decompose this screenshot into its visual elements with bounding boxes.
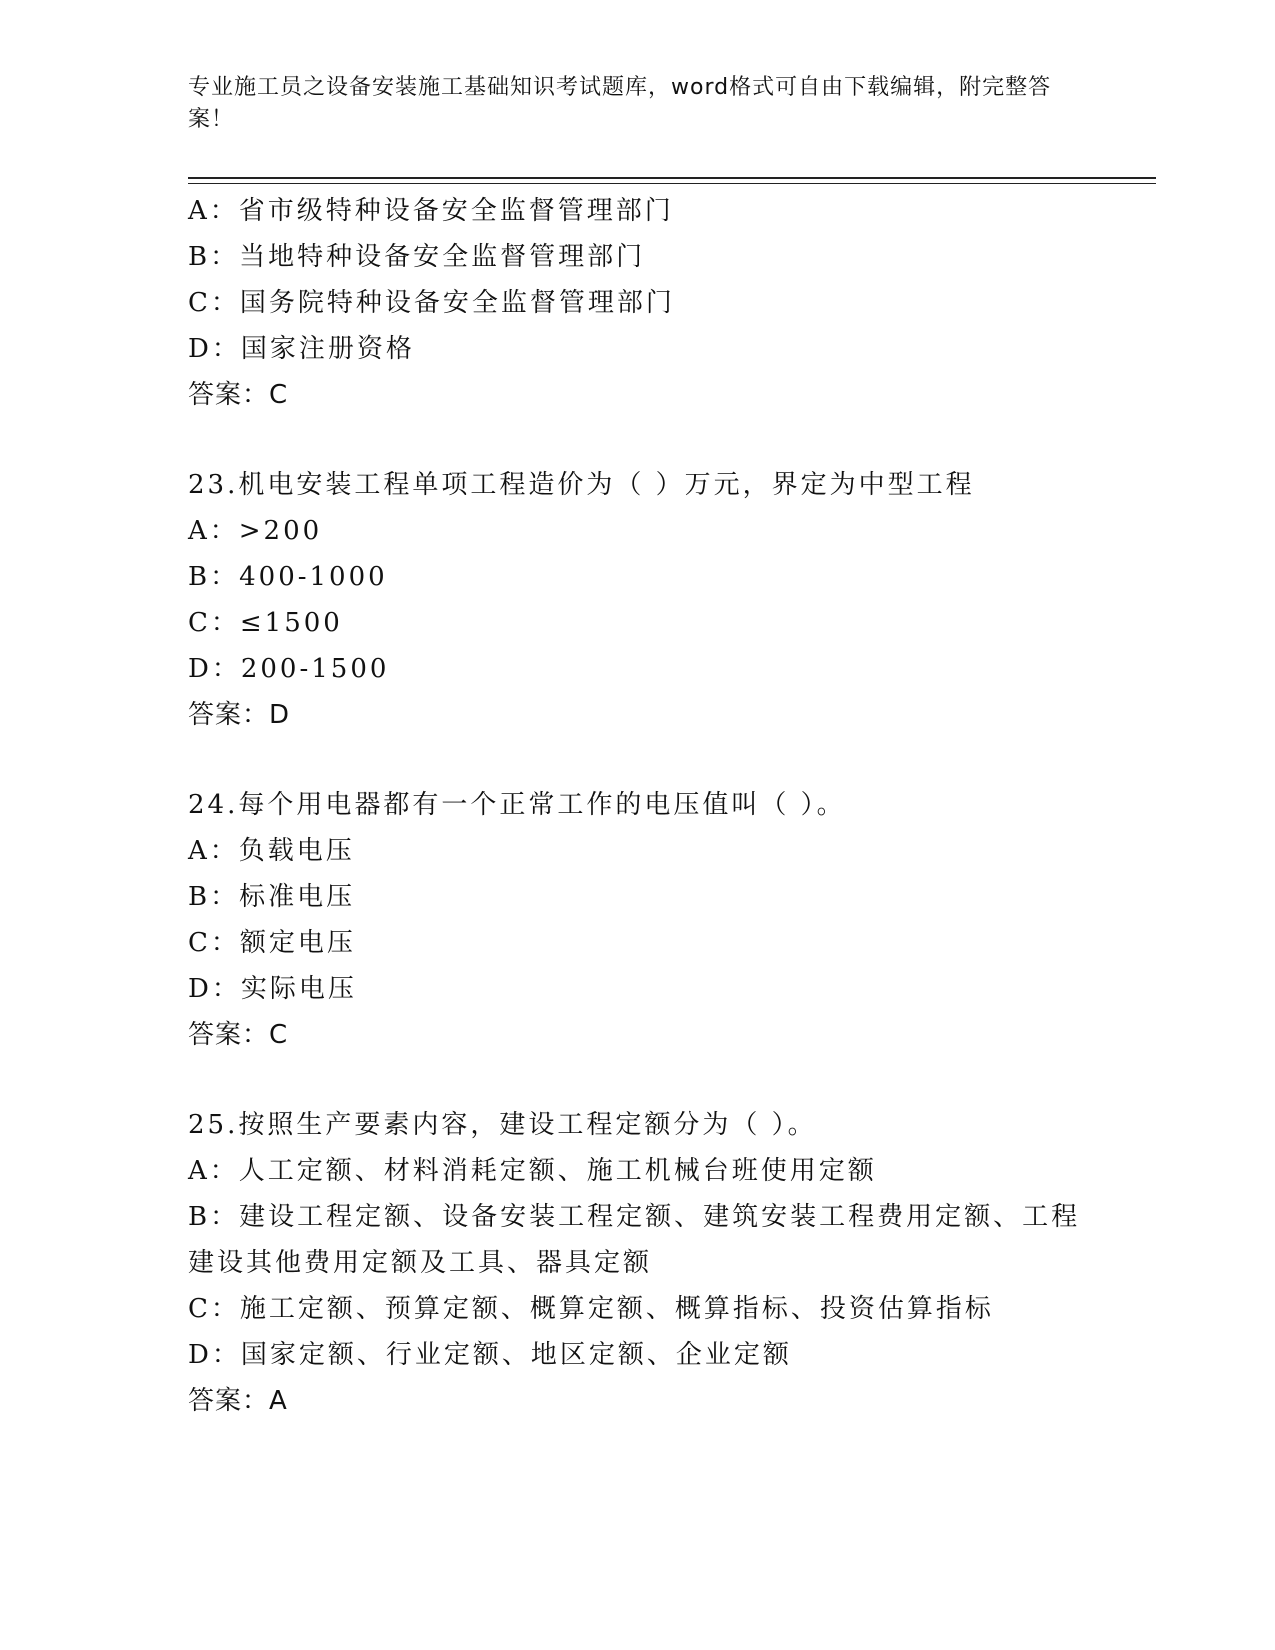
- question-list: [188, 188, 1088, 1424]
- answer-line: 答案：C: [188, 1020, 289, 1050]
- option-c: C：额定电压: [188, 928, 356, 958]
- question-stem: 25.按照生产要素内容，建设工程定额分为（ ）。: [188, 1110, 817, 1140]
- option-a: A：负载电压: [188, 836, 355, 866]
- option-a: A：>200: [188, 516, 323, 546]
- option-c: C：≤1500: [188, 608, 343, 638]
- header-divider: [188, 177, 1156, 179]
- header-divider-thin: [188, 183, 1156, 184]
- question-24-block: [188, 782, 1088, 1058]
- option-d: D：国家注册资格: [188, 334, 415, 364]
- option-c: C：施工定额、预算定额、概算定额、概算指标、投资估算指标: [188, 1294, 994, 1324]
- option-b: B：400-1000: [188, 562, 388, 592]
- option-b: B：标准电压: [188, 882, 356, 912]
- question-stem: 23.机电安装工程单项工程造价为（ ）万元，界定为中型工程: [188, 470, 975, 500]
- option-d: D：200-1500: [188, 654, 390, 684]
- option-d: D：实际电压: [188, 974, 357, 1004]
- question-stem: 24.每个用电器都有一个正常工作的电压值叫（ ）。: [188, 790, 846, 820]
- question-22-block: [188, 188, 1088, 418]
- answer-line: 答案：D: [188, 700, 291, 730]
- option-a: A：人工定额、材料消耗定额、施工机械台班使用定额: [188, 1156, 877, 1186]
- question-23-block: [188, 462, 1088, 738]
- option-d: D：国家定额、行业定额、地区定额、企业定额: [188, 1340, 792, 1370]
- answer-line: 答案：A: [188, 1386, 288, 1416]
- answer-line: 答案：C: [188, 380, 289, 410]
- option-b: B：当地特种设备安全监督管理部门: [188, 242, 646, 272]
- option-a: A：省市级特种设备安全监督管理部门: [188, 196, 674, 226]
- option-b: B：建设工程定额、设备安装工程定额、建筑安装工程费用定额、工程建设其他费用定额及工具、器具定额: [188, 1202, 1081, 1278]
- question-25-block: [188, 1102, 1088, 1424]
- document-header: 专业施工员之设备安装施工基础知识考试题库，word格式可自由下载编辑，附完整答案！: [188, 75, 1052, 132]
- option-c: C：国务院特种设备安全监督管理部门: [188, 288, 675, 318]
